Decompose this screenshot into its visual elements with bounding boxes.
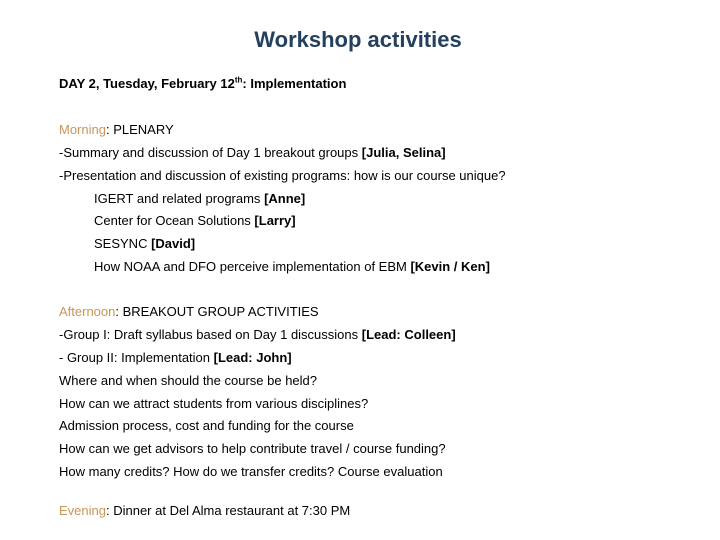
question-item: How can we get advisors to help contribute travel / course funding?	[59, 441, 446, 456]
afternoon-group: - Group II: Implementation [Lead: John]	[59, 350, 292, 365]
morning-sub-item: IGERT and related programs [Anne]	[94, 191, 306, 206]
page-title: Workshop activities	[254, 27, 462, 52]
morning-heading: Morning: PLENARY	[59, 122, 174, 137]
afternoon-group: -Group I: Draft syllabus based on Day 1 discussions [Lead: Colleen]	[59, 327, 456, 342]
morning-item: -Presentation and discussion of existing programs: how is our course unique?	[59, 168, 506, 183]
question-item: Where and when should the course be held?	[59, 373, 318, 388]
question-item: Admission process, cost and funding for the course	[59, 418, 354, 433]
question-item: How can we attract students from various disciplines?	[59, 396, 369, 411]
evening-label: Evening	[59, 503, 106, 518]
question-item: How many credits? How do we transfer credits? Course evaluation	[59, 464, 443, 479]
morning-label: Morning	[59, 122, 106, 137]
morning-item: -Summary and discussion of Day 1 breakout groups [Julia, Selina]	[59, 145, 446, 160]
afternoon-heading: Afternoon: BREAKOUT GROUP ACTIVITIES	[59, 304, 319, 319]
evening-line: Evening: Dinner at Del Alma restaurant at 7:30 PM	[59, 503, 351, 518]
afternoon-label: Afternoon	[59, 304, 116, 319]
morning-sub-item: Center for Ocean Solutions [Larry]	[94, 213, 296, 228]
day-heading: DAY 2, Tuesday, February 12th: Implementation	[59, 75, 347, 91]
morning-sub-item: How NOAA and DFO perceive implementation of EBM [Kevin / Ken]	[94, 259, 490, 274]
morning-sub-item: SESYNC [David]	[94, 236, 196, 251]
